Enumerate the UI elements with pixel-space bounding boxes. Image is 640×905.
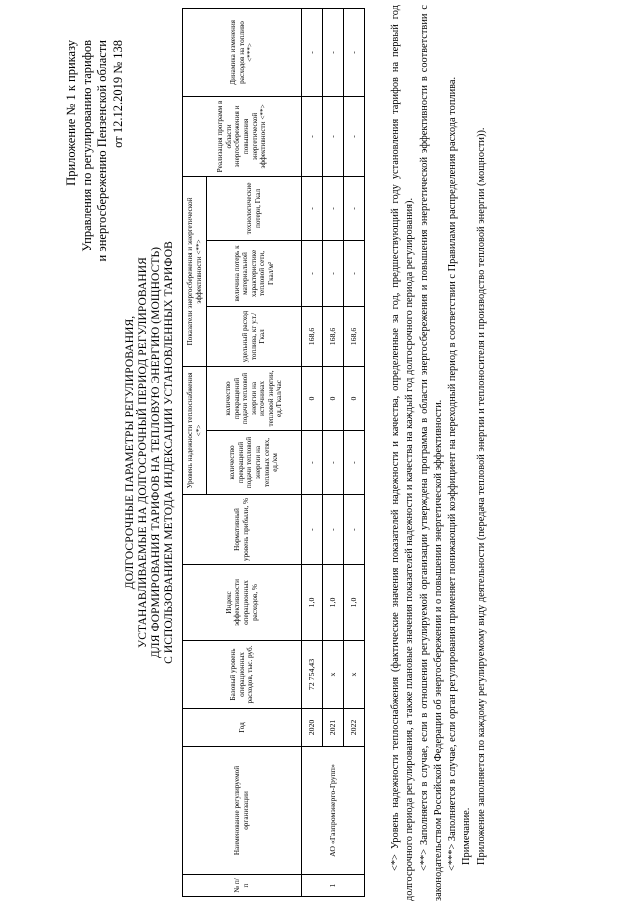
cell-en1: 168,6 bbox=[344, 306, 365, 366]
header-rel-networks: количество прекращений подачи тепловой энергии на тепловых сетях, ед./км bbox=[207, 431, 302, 495]
header-loss-ratio: величина потерь к материальной характеристике тепловой сети, Гкал/м² bbox=[207, 240, 302, 306]
header-fuel-rate: удельный расход топлива, кг у.т./Гкал bbox=[207, 306, 302, 366]
cell-profit: - bbox=[302, 495, 323, 565]
cell-org: АО «Газпромэнерго-Групп» bbox=[302, 747, 365, 875]
note-heading: Примечание. bbox=[461, 807, 473, 865]
cell-profit: - bbox=[323, 495, 344, 565]
cell-base: х bbox=[323, 641, 344, 709]
header-reliability-group: Уровень надежности теплоснабжения <*> bbox=[183, 366, 207, 494]
cell-eff: 1,0 bbox=[323, 565, 344, 641]
note-text: Приложение заполняется по каждому регулируемому виду деятельности (передача тепловой энергии и теплоносителя и производство тепловой энергии (мощности)). bbox=[475, 127, 487, 865]
title-line-2: УСТАНАВЛИВАЕМЫЕ НА ДОЛГОСРОЧНЫЙ ПЕРИОД РЕГУЛИРОВАНИЯ bbox=[137, 257, 149, 648]
header-rel-sources: количество прекращений подачи тепловой энергии на источниках тепловой энергии, ед./Гкал/час bbox=[207, 366, 302, 430]
cell-rel1: - bbox=[302, 431, 323, 495]
cell-en1: 168,6 bbox=[302, 306, 323, 366]
header-profit-level: Нормативный уровень прибыли, % bbox=[183, 495, 302, 565]
header-energy-group: Показатели энергосбережения и энергетической эффективности <**> bbox=[183, 176, 207, 366]
table-header-row-1 bbox=[183, 8, 207, 896]
cell-num: 1 bbox=[302, 875, 365, 897]
cell-year: 2022 bbox=[344, 709, 365, 747]
cell-profit: - bbox=[344, 495, 365, 565]
footnote-energy: <**> Заполняется в случае, если в отношении регулируемой организации утверждена программа в области энергосбережения и повышения энергетической эффективности в соответствии с законодательством Российской Федерации об энергосбережении и о повышении энергетической эффективности. bbox=[418, 5, 444, 901]
cell-base: х bbox=[344, 641, 365, 709]
header-tech-losses: технологические потери, Гкал bbox=[207, 176, 302, 240]
cell-en2: - bbox=[323, 240, 344, 306]
cell-year: 2021 bbox=[323, 709, 344, 747]
cell-program: - bbox=[302, 96, 323, 176]
cell-en3: - bbox=[344, 176, 365, 240]
title-line-3: ДЛЯ ФОРМИРОВАНИЯ ТАРИФОВ НА ТЕПЛОВУЮ ЭНЕРГИЮ (МОЩНОСТЬ) bbox=[150, 246, 162, 659]
table-row bbox=[302, 8, 323, 896]
title-line-4: С ИСПОЛЬЗОВАНИЕМ МЕТОДА ИНДЕКСАЦИИ УСТАНОВЛЕННЫХ ТАРИФОВ bbox=[163, 241, 175, 664]
document-title bbox=[124, 0, 176, 905]
footnote-fuel: <***> Заполняется в случае, если орган регулирования применяет понижающий коэффициент на переходный период в соответствии с Правилами распределения расхода топлива. bbox=[447, 76, 459, 871]
appendix-line-3: и энергосбережению Пензенской области bbox=[95, 40, 109, 262]
appendix-line-2: Управления по регулированию тарифов bbox=[79, 40, 94, 252]
title-line-1: ДОЛГОСРОЧНЫЕ ПАРАМЕТРЫ РЕГУЛИРОВАНИЯ, bbox=[124, 315, 136, 590]
cell-en3: - bbox=[302, 176, 323, 240]
header-program: Реализация программ в области энергосбережения и повышения энергетической эффективности <**> bbox=[183, 96, 302, 176]
header-num: № п/п bbox=[183, 875, 302, 897]
cell-year: 2020 bbox=[302, 709, 323, 747]
cell-en2: - bbox=[344, 240, 365, 306]
cell-dynamics: - bbox=[323, 8, 344, 96]
cell-en2: - bbox=[302, 240, 323, 306]
cell-rel1: - bbox=[323, 431, 344, 495]
cell-rel2: 0 bbox=[302, 366, 323, 430]
cell-rel2: 0 bbox=[323, 366, 344, 430]
cell-eff: 1,0 bbox=[344, 565, 365, 641]
cell-en1: 168,6 bbox=[323, 306, 344, 366]
parameters-table bbox=[182, 8, 365, 897]
appendix-block bbox=[64, 40, 126, 330]
header-fuel-dynamics: Динамика изменения расходов на топливо <***> bbox=[183, 8, 302, 96]
cell-base: 72 754,43 bbox=[302, 641, 323, 709]
header-efficiency-index: Индекс эффективности операционных расходов, % bbox=[183, 565, 302, 641]
cell-eff: 1,0 bbox=[302, 565, 323, 641]
cell-program: - bbox=[323, 96, 344, 176]
cell-dynamics: - bbox=[344, 8, 365, 96]
footnotes bbox=[389, 5, 489, 901]
header-year: Год bbox=[183, 709, 302, 747]
header-base-opex: Базовый уровень операционных расходов, тыс. руб. bbox=[183, 641, 302, 709]
cell-rel1: - bbox=[344, 431, 365, 495]
appendix-line-1: Приложение № 1 к приказу bbox=[64, 40, 78, 186]
cell-program: - bbox=[344, 96, 365, 176]
cell-rel2: 0 bbox=[344, 366, 365, 430]
appendix-line-4: от 12.12.2019 № 138 bbox=[110, 40, 125, 148]
cell-dynamics: - bbox=[302, 8, 323, 96]
footnote-reliability: <*> Уровень надежности теплоснабжения (фактические значения показателей надежности и качества, определенные за год, предшествующий году установления тарифов на первый год долгосрочного периода регулирования, а также плановые значения показателей надежности и качества на каждый год долгосрочного периода регулирования). bbox=[390, 5, 416, 901]
header-org: Наименование регулируемой организации bbox=[183, 747, 302, 875]
cell-en3: - bbox=[323, 176, 344, 240]
